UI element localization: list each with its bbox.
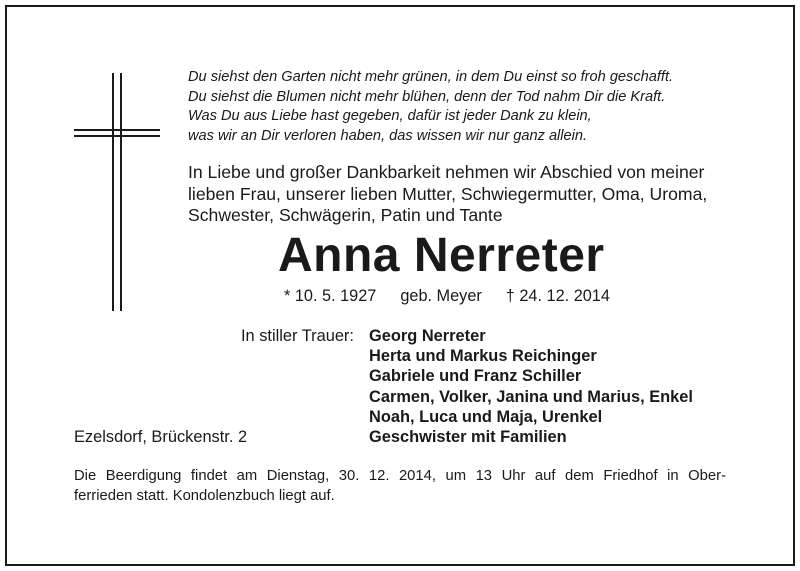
poem-line: Du siehst den Garten nicht mehr grünen, in dem Du einst so froh geschafft. [188, 69, 674, 85]
farewell-text [188, 162, 707, 227]
mourner-entry: Georg Nerreter [369, 327, 486, 345]
cross-intersection [114, 131, 120, 135]
cross-vertical-beam [112, 73, 122, 311]
maiden-name: geb. Meyer [400, 287, 482, 305]
poem-line: was wir an Dir verloren haben, das wissen wir nur ganz allein. [188, 127, 588, 144]
funeral-line: ferrieden statt. Kondolenzbuch liegt auf. [74, 488, 335, 504]
funeral-line: Die Beerdigung findet am Dienstag, 30. 12. 2014, um 13 Uhr auf dem Friedhof in Ober- [74, 468, 726, 484]
funeral-notice [74, 466, 726, 506]
death-date: † 24. 12. 2014 [505, 287, 610, 305]
birth-date: * 10. 5. 1927 [284, 287, 377, 305]
mourner-entry: Gabriele und Franz Schiller [369, 367, 582, 386]
farewell-line: Schwester, Schwägerin, Patin und Tante [188, 205, 503, 225]
mourners-label: In stiller Trauer: [241, 327, 354, 345]
mourner-entry: Carmen, Volker, Janina und Marius, Enkel [369, 387, 693, 406]
farewell-line: lieben Frau, unserer lieben Mutter, Schwiegermutter, Oma, Uroma, [188, 183, 708, 204]
poem-line: Was Du aus Liebe hast gegeben, dafür ist jeder Dank zu klein, [188, 108, 592, 124]
mourner-entry: Geschwister mit Familien [369, 428, 567, 447]
mourners-list [369, 326, 693, 447]
farewell-line: In Liebe und großer Dankbarkeit nehmen wir Abschied von meiner [188, 162, 705, 182]
life-dates [284, 285, 610, 307]
mourner-entry: Noah, Luca und Maja, Urenkel [369, 407, 603, 426]
poem [188, 68, 673, 146]
mourner-entry: Herta und Markus Reichinger [369, 347, 597, 366]
deceased-name: Anna Nerreter [278, 229, 605, 282]
poem-line: Du siehst die Blumen nicht mehr blühen, denn der Tod nahm Dir die Kraft. [188, 88, 666, 105]
address: Ezelsdorf, Brückenstr. 2 [74, 428, 248, 446]
